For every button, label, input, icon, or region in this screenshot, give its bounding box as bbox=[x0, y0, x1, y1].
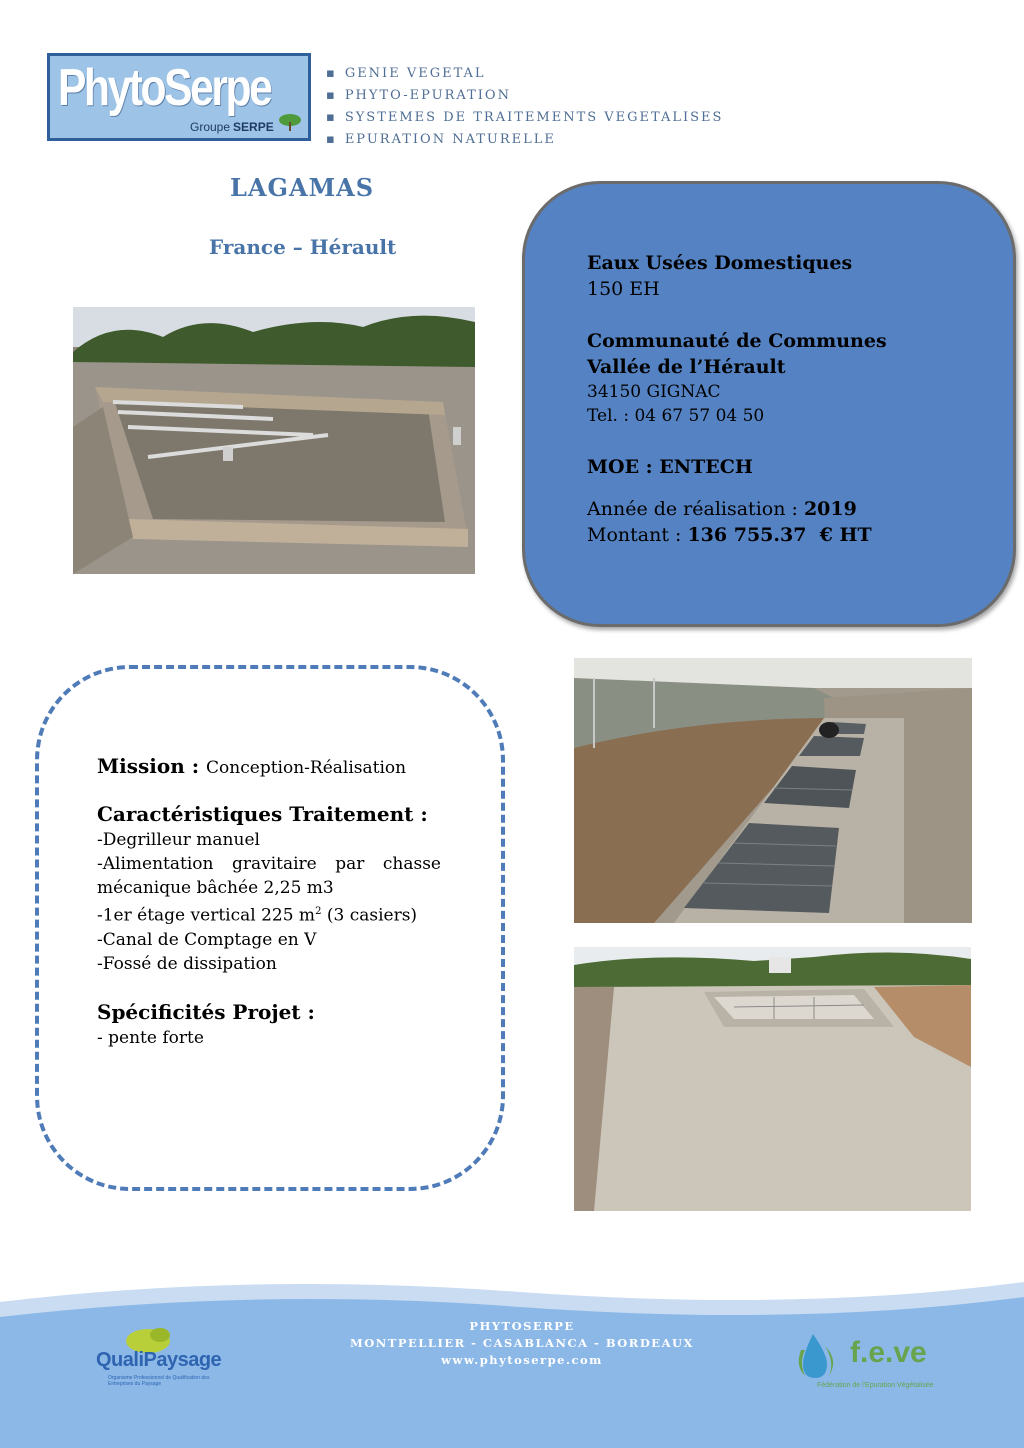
feve-logo bbox=[795, 1332, 965, 1394]
tagline-item: ▪ PHYTO-EPURATION bbox=[326, 85, 723, 107]
qualipaysage-tagline: Organisme Professionnel de Qualification des Entreprises du Paysage bbox=[108, 1375, 210, 1387]
year-value: 2019 bbox=[803, 498, 857, 520]
treatment-item: -Fossé de dissipation bbox=[97, 953, 277, 974]
feve-text: f.e.ve bbox=[850, 1336, 927, 1369]
site-photo-grating-channel bbox=[574, 658, 972, 923]
phytoserpe-logo bbox=[47, 53, 311, 141]
area-superscript: 2 bbox=[315, 906, 322, 917]
tree-icon bbox=[278, 112, 302, 132]
logo-group-name: SERPE bbox=[233, 120, 274, 134]
client-phone: Tel. : 04 67 57 04 50 bbox=[587, 406, 765, 426]
project-title: LAGAMAS bbox=[230, 173, 375, 202]
tagline-item: ▪ EPURATION NATURELLE bbox=[326, 129, 723, 151]
treatment-item-area bbox=[97, 900, 441, 928]
qualipaysage-logo bbox=[96, 1325, 226, 1395]
specifics-heading: Spécificités Projet : bbox=[97, 999, 315, 1024]
client-name-line1: Communauté de Communes bbox=[587, 330, 887, 352]
feve-tagline: Fédération de l'Epuration Végétalisée bbox=[817, 1382, 934, 1389]
area-suffix: (3 casiers) bbox=[321, 905, 418, 926]
client-name-line2: Vallée de l’Hérault bbox=[587, 356, 786, 378]
footer-cities: MONTPELLIER - CASABLANCA - BORDEAUX bbox=[350, 1336, 694, 1350]
tagline-item: ▪ SYSTEMES DE TRAITEMENTS VEGETALISES bbox=[326, 107, 723, 129]
project-location: France – Hérault bbox=[209, 235, 397, 259]
drop-icon bbox=[795, 1332, 845, 1380]
footer-website[interactable]: www.phytoserpe.com bbox=[441, 1353, 603, 1367]
specifics-item: - pente forte bbox=[97, 1027, 204, 1048]
moe: MOE : ENTECH bbox=[587, 456, 753, 478]
capacity: 150 EH bbox=[587, 278, 660, 300]
wastewater-type: Eaux Usées Domestiques bbox=[587, 252, 853, 274]
treatment-item: -Alimentation gravitaire par chasse mécanique bâchée 2,25 m3 bbox=[97, 854, 441, 898]
logo-group-label: Groupe bbox=[190, 120, 231, 134]
treatment-item: -Canal de Comptage en V bbox=[97, 929, 317, 950]
project-info-card bbox=[522, 181, 1016, 627]
mission-row bbox=[97, 752, 441, 780]
logo-group bbox=[190, 120, 274, 134]
treatment-heading: Caractéristiques Traitement : bbox=[97, 802, 428, 826]
logo-text: PhytoSerpe bbox=[58, 59, 271, 117]
treatment-item: -1er étage vertical 225 m bbox=[97, 905, 316, 926]
tagline-item: ▪ GENIE VEGETAL bbox=[326, 63, 723, 85]
amount-row bbox=[587, 522, 1007, 548]
amount-label: Montant : bbox=[587, 524, 688, 546]
taglines bbox=[326, 63, 723, 151]
site-photo-gravel-slope bbox=[574, 947, 971, 1211]
footer-company: PHYTOSERPE bbox=[469, 1319, 575, 1333]
treatment-item: -Degrilleur manuel bbox=[97, 830, 260, 850]
amount-value: 136 755.37 € HT bbox=[687, 524, 872, 546]
client-postal: 34150 GIGNAC bbox=[587, 382, 721, 402]
mission-label: Mission : bbox=[97, 754, 207, 778]
year-label: Année de réalisation : bbox=[587, 498, 804, 520]
site-photo-filter-beds bbox=[73, 307, 475, 574]
mission-content bbox=[97, 752, 441, 1050]
year-row bbox=[587, 496, 1007, 522]
qualipaysage-text: QualiPaysage bbox=[96, 1349, 222, 1371]
mission-value: Conception-Réalisation bbox=[206, 758, 407, 778]
